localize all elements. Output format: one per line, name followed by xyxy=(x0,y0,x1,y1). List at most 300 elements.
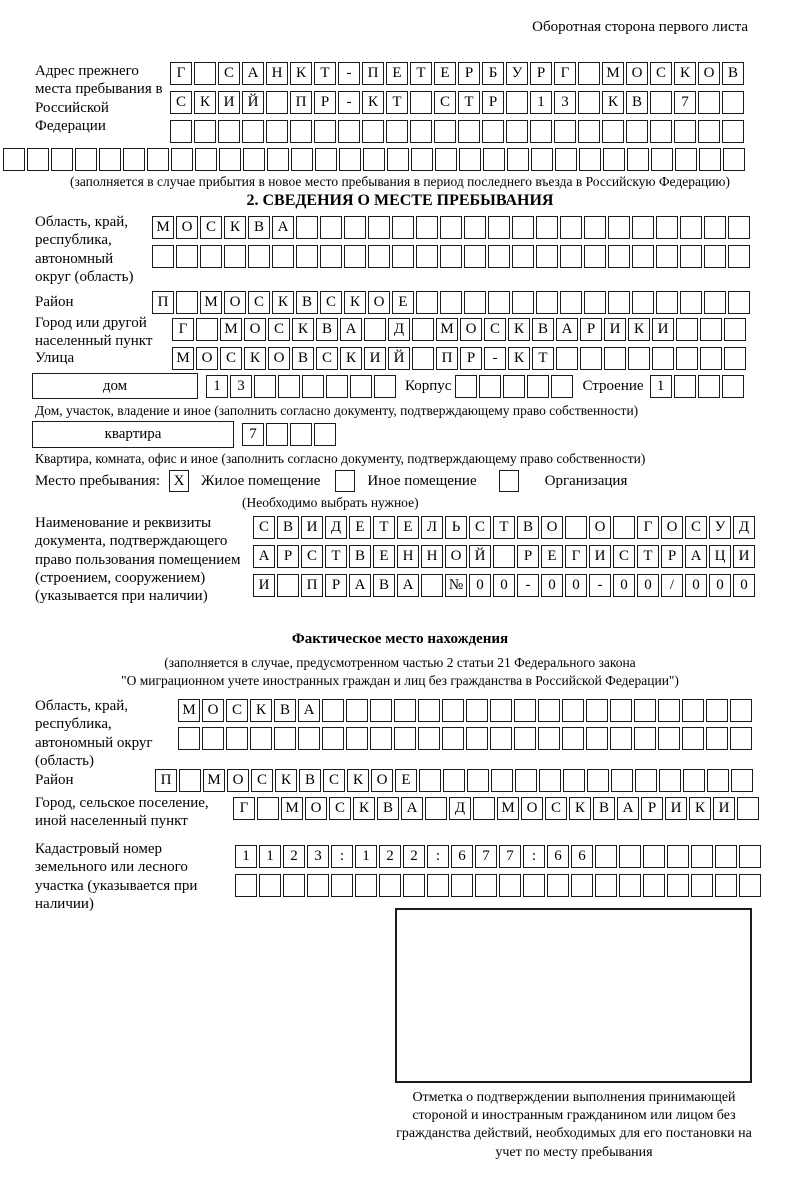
char-cell[interactable]: Д xyxy=(733,516,755,539)
region-row-1[interactable] xyxy=(152,216,750,239)
char-cell[interactable]: В xyxy=(248,216,270,239)
char-cell[interactable] xyxy=(467,769,489,792)
char-cell[interactable]: О xyxy=(368,291,390,314)
char-cell[interactable] xyxy=(610,727,632,750)
char-cell[interactable] xyxy=(706,727,728,750)
char-cell[interactable]: С xyxy=(251,769,273,792)
char-cell[interactable] xyxy=(706,699,728,722)
char-cell[interactable] xyxy=(490,727,512,750)
char-cell[interactable] xyxy=(226,727,248,750)
char-cell[interactable] xyxy=(586,727,608,750)
char-cell[interactable]: С xyxy=(200,216,222,239)
organization-checkbox[interactable] xyxy=(499,470,519,492)
char-cell[interactable] xyxy=(410,120,432,143)
char-cell[interactable] xyxy=(362,120,384,143)
char-cell[interactable]: / xyxy=(661,574,683,597)
char-cell[interactable] xyxy=(195,148,217,171)
char-cell[interactable]: Е xyxy=(386,62,408,85)
char-cell[interactable]: О xyxy=(626,62,648,85)
char-cell[interactable] xyxy=(563,769,585,792)
char-cell[interactable] xyxy=(243,148,265,171)
char-cell[interactable]: К xyxy=(224,216,246,239)
char-cell[interactable]: С xyxy=(469,516,491,539)
char-cell[interactable] xyxy=(322,727,344,750)
char-cell[interactable]: О xyxy=(589,516,611,539)
char-cell[interactable]: К xyxy=(250,699,272,722)
char-cell[interactable] xyxy=(634,699,656,722)
char-cell[interactable]: : xyxy=(331,845,353,868)
char-cell[interactable] xyxy=(659,769,681,792)
actual-city-row[interactable] xyxy=(233,797,759,820)
char-cell[interactable] xyxy=(394,699,416,722)
char-cell[interactable] xyxy=(602,120,624,143)
char-cell[interactable] xyxy=(656,245,678,268)
char-cell[interactable] xyxy=(370,727,392,750)
char-cell[interactable]: П xyxy=(301,574,323,597)
char-cell[interactable] xyxy=(147,148,169,171)
char-cell[interactable] xyxy=(680,216,702,239)
char-cell[interactable] xyxy=(584,291,606,314)
char-cell[interactable]: К xyxy=(602,91,624,114)
char-cell[interactable]: К xyxy=(340,347,362,370)
char-cell[interactable] xyxy=(667,845,689,868)
char-cell[interactable]: Р xyxy=(458,62,480,85)
char-cell[interactable]: Р xyxy=(530,62,552,85)
char-cell[interactable] xyxy=(737,797,759,820)
char-cell[interactable] xyxy=(412,318,434,341)
char-cell[interactable]: С xyxy=(316,347,338,370)
char-cell[interactable] xyxy=(580,347,602,370)
char-cell[interactable]: А xyxy=(349,574,371,597)
char-cell[interactable] xyxy=(379,874,401,897)
char-cell[interactable] xyxy=(723,148,745,171)
char-cell[interactable] xyxy=(530,120,552,143)
char-cell[interactable] xyxy=(586,699,608,722)
char-cell[interactable] xyxy=(267,148,289,171)
actual-district-row[interactable] xyxy=(155,769,753,792)
char-cell[interactable]: Р xyxy=(482,91,504,114)
char-cell[interactable] xyxy=(416,291,438,314)
char-cell[interactable]: В xyxy=(349,545,371,568)
char-cell[interactable] xyxy=(254,375,276,398)
char-cell[interactable] xyxy=(346,699,368,722)
char-cell[interactable]: Н xyxy=(266,62,288,85)
char-cell[interactable]: И xyxy=(253,574,275,597)
char-cell[interactable] xyxy=(595,845,617,868)
char-cell[interactable] xyxy=(667,874,689,897)
cadastral-row-2[interactable] xyxy=(235,874,761,897)
residential-checkbox[interactable]: X xyxy=(169,470,189,492)
char-cell[interactable]: С xyxy=(253,516,275,539)
char-cell[interactable]: 7 xyxy=(242,423,264,446)
char-cell[interactable]: О xyxy=(196,347,218,370)
char-cell[interactable]: Т xyxy=(410,62,432,85)
char-cell[interactable]: С xyxy=(613,545,635,568)
char-cell[interactable] xyxy=(538,699,560,722)
char-cell[interactable]: М xyxy=(178,699,200,722)
char-cell[interactable] xyxy=(651,148,673,171)
char-cell[interactable] xyxy=(283,874,305,897)
document-row-3[interactable] xyxy=(253,574,755,597)
char-cell[interactable] xyxy=(578,120,600,143)
char-cell[interactable]: М xyxy=(436,318,458,341)
char-cell[interactable] xyxy=(722,91,744,114)
char-cell[interactable] xyxy=(315,148,337,171)
char-cell[interactable] xyxy=(123,148,145,171)
char-cell[interactable] xyxy=(676,318,698,341)
char-cell[interactable]: Г xyxy=(172,318,194,341)
char-cell[interactable] xyxy=(451,874,473,897)
char-cell[interactable]: : xyxy=(523,845,545,868)
char-cell[interactable] xyxy=(507,148,529,171)
char-cell[interactable]: В xyxy=(593,797,615,820)
char-cell[interactable]: - xyxy=(338,91,360,114)
char-cell[interactable] xyxy=(704,291,726,314)
char-cell[interactable] xyxy=(584,245,606,268)
char-cell[interactable]: К xyxy=(347,769,369,792)
char-cell[interactable] xyxy=(632,216,654,239)
char-cell[interactable] xyxy=(538,727,560,750)
char-cell[interactable] xyxy=(99,148,121,171)
char-cell[interactable]: А xyxy=(685,545,707,568)
district-row[interactable] xyxy=(152,291,750,314)
char-cell[interactable]: С xyxy=(226,699,248,722)
char-cell[interactable] xyxy=(257,797,279,820)
char-cell[interactable] xyxy=(339,148,361,171)
korpus-cells[interactable] xyxy=(455,375,573,398)
char-cell[interactable]: М xyxy=(172,347,194,370)
char-cell[interactable] xyxy=(560,245,582,268)
char-cell[interactable]: Й xyxy=(469,545,491,568)
char-cell[interactable]: Е xyxy=(434,62,456,85)
char-cell[interactable]: О xyxy=(244,318,266,341)
char-cell[interactable] xyxy=(730,727,752,750)
char-cell[interactable]: Г xyxy=(554,62,576,85)
char-cell[interactable]: : xyxy=(427,845,449,868)
char-cell[interactable]: В xyxy=(277,516,299,539)
char-cell[interactable]: П xyxy=(362,62,384,85)
char-cell[interactable] xyxy=(200,245,222,268)
char-cell[interactable] xyxy=(320,216,342,239)
char-cell[interactable] xyxy=(196,318,218,341)
char-cell[interactable]: Т xyxy=(493,516,515,539)
char-cell[interactable] xyxy=(658,727,680,750)
char-cell[interactable]: Д xyxy=(325,516,347,539)
char-cell[interactable]: 0 xyxy=(613,574,635,597)
char-cell[interactable] xyxy=(536,216,558,239)
char-cell[interactable] xyxy=(416,216,438,239)
char-cell[interactable]: И xyxy=(652,318,674,341)
char-cell[interactable]: 2 xyxy=(403,845,425,868)
char-cell[interactable] xyxy=(410,91,432,114)
char-cell[interactable]: Р xyxy=(580,318,602,341)
char-cell[interactable] xyxy=(179,769,201,792)
char-cell[interactable] xyxy=(235,874,257,897)
char-cell[interactable]: С xyxy=(650,62,672,85)
char-cell[interactable] xyxy=(248,245,270,268)
char-cell[interactable] xyxy=(374,375,396,398)
char-cell[interactable] xyxy=(722,375,744,398)
char-cell[interactable] xyxy=(610,699,632,722)
char-cell[interactable] xyxy=(515,769,537,792)
char-cell[interactable] xyxy=(514,727,536,750)
char-cell[interactable] xyxy=(3,148,25,171)
char-cell[interactable] xyxy=(440,291,462,314)
cadastral-row-1[interactable] xyxy=(235,845,761,868)
char-cell[interactable] xyxy=(440,216,462,239)
char-cell[interactable] xyxy=(682,699,704,722)
char-cell[interactable] xyxy=(434,120,456,143)
prev-address-row-1[interactable] xyxy=(170,62,744,85)
char-cell[interactable]: У xyxy=(709,516,731,539)
char-cell[interactable]: Р xyxy=(314,91,336,114)
char-cell[interactable]: В xyxy=(377,797,399,820)
char-cell[interactable] xyxy=(587,769,609,792)
char-cell[interactable] xyxy=(266,120,288,143)
char-cell[interactable] xyxy=(363,148,385,171)
char-cell[interactable]: Т xyxy=(458,91,480,114)
char-cell[interactable]: 0 xyxy=(637,574,659,597)
char-cell[interactable]: О xyxy=(268,347,290,370)
char-cell[interactable] xyxy=(218,120,240,143)
apartment-cells[interactable] xyxy=(242,423,336,446)
char-cell[interactable]: С xyxy=(434,91,456,114)
char-cell[interactable]: 3 xyxy=(554,91,576,114)
char-cell[interactable]: А xyxy=(298,699,320,722)
char-cell[interactable] xyxy=(608,245,630,268)
char-cell[interactable]: О xyxy=(460,318,482,341)
char-cell[interactable]: М xyxy=(281,797,303,820)
char-cell[interactable]: И xyxy=(713,797,735,820)
char-cell[interactable] xyxy=(368,245,390,268)
char-cell[interactable]: Д xyxy=(449,797,471,820)
char-cell[interactable]: О xyxy=(176,216,198,239)
char-cell[interactable]: С xyxy=(320,291,342,314)
char-cell[interactable] xyxy=(75,148,97,171)
char-cell[interactable] xyxy=(628,347,650,370)
actual-region-row-2[interactable] xyxy=(178,727,752,750)
char-cell[interactable] xyxy=(274,727,296,750)
char-cell[interactable]: Е xyxy=(392,291,414,314)
char-cell[interactable] xyxy=(698,120,720,143)
char-cell[interactable]: 1 xyxy=(530,91,552,114)
char-cell[interactable] xyxy=(364,318,386,341)
char-cell[interactable]: М xyxy=(602,62,624,85)
char-cell[interactable] xyxy=(302,375,324,398)
char-cell[interactable]: Г xyxy=(233,797,255,820)
char-cell[interactable] xyxy=(421,574,443,597)
char-cell[interactable]: М xyxy=(200,291,222,314)
char-cell[interactable]: - xyxy=(484,347,506,370)
char-cell[interactable]: И xyxy=(733,545,755,568)
char-cell[interactable] xyxy=(512,245,534,268)
char-cell[interactable]: В xyxy=(517,516,539,539)
char-cell[interactable]: Е xyxy=(373,545,395,568)
char-cell[interactable] xyxy=(219,148,241,171)
char-cell[interactable]: В xyxy=(292,347,314,370)
char-cell[interactable] xyxy=(194,120,216,143)
char-cell[interactable] xyxy=(656,291,678,314)
char-cell[interactable] xyxy=(619,874,641,897)
char-cell[interactable] xyxy=(728,245,750,268)
prev-address-row-4[interactable] xyxy=(3,148,745,171)
char-cell[interactable] xyxy=(632,245,654,268)
char-cell[interactable] xyxy=(490,699,512,722)
char-cell[interactable]: 6 xyxy=(451,845,473,868)
house-number-cells[interactable] xyxy=(206,375,396,398)
char-cell[interactable] xyxy=(459,148,481,171)
char-cell[interactable]: А xyxy=(556,318,578,341)
char-cell[interactable] xyxy=(739,845,761,868)
char-cell[interactable] xyxy=(560,291,582,314)
char-cell[interactable]: С xyxy=(484,318,506,341)
char-cell[interactable]: Р xyxy=(661,545,683,568)
char-cell[interactable] xyxy=(370,699,392,722)
char-cell[interactable]: И xyxy=(604,318,626,341)
char-cell[interactable] xyxy=(700,318,722,341)
char-cell[interactable]: В xyxy=(373,574,395,597)
char-cell[interactable]: В xyxy=(316,318,338,341)
char-cell[interactable] xyxy=(704,245,726,268)
char-cell[interactable]: 0 xyxy=(685,574,707,597)
char-cell[interactable]: А xyxy=(617,797,639,820)
char-cell[interactable]: - xyxy=(589,574,611,597)
char-cell[interactable]: Ь xyxy=(445,516,467,539)
char-cell[interactable] xyxy=(475,874,497,897)
char-cell[interactable] xyxy=(674,120,696,143)
char-cell[interactable]: 0 xyxy=(493,574,515,597)
char-cell[interactable] xyxy=(171,148,193,171)
char-cell[interactable] xyxy=(338,120,360,143)
char-cell[interactable] xyxy=(608,291,630,314)
char-cell[interactable] xyxy=(698,91,720,114)
char-cell[interactable]: К xyxy=(569,797,591,820)
char-cell[interactable]: О xyxy=(202,699,224,722)
char-cell[interactable]: 1 xyxy=(650,375,672,398)
char-cell[interactable] xyxy=(656,216,678,239)
char-cell[interactable] xyxy=(562,699,584,722)
street-row[interactable] xyxy=(172,347,746,370)
char-cell[interactable] xyxy=(278,375,300,398)
char-cell[interactable] xyxy=(266,423,288,446)
char-cell[interactable]: И xyxy=(364,347,386,370)
char-cell[interactable]: А xyxy=(272,216,294,239)
char-cell[interactable] xyxy=(626,120,648,143)
char-cell[interactable] xyxy=(611,769,633,792)
char-cell[interactable] xyxy=(728,291,750,314)
char-cell[interactable]: К xyxy=(194,91,216,114)
city-row[interactable] xyxy=(172,318,746,341)
char-cell[interactable] xyxy=(560,216,582,239)
char-cell[interactable] xyxy=(512,291,534,314)
char-cell[interactable] xyxy=(344,245,366,268)
char-cell[interactable] xyxy=(464,291,486,314)
char-cell[interactable]: Т xyxy=(386,91,408,114)
char-cell[interactable]: Р xyxy=(325,574,347,597)
char-cell[interactable] xyxy=(464,216,486,239)
char-cell[interactable]: 2 xyxy=(283,845,305,868)
char-cell[interactable]: 0 xyxy=(733,574,755,597)
char-cell[interactable]: 0 xyxy=(565,574,587,597)
char-cell[interactable]: К xyxy=(272,291,294,314)
char-cell[interactable] xyxy=(412,347,434,370)
char-cell[interactable]: М xyxy=(220,318,242,341)
char-cell[interactable]: Г xyxy=(565,545,587,568)
char-cell[interactable]: В xyxy=(532,318,554,341)
char-cell[interactable] xyxy=(491,769,513,792)
char-cell[interactable]: П xyxy=(155,769,177,792)
char-cell[interactable] xyxy=(307,874,329,897)
char-cell[interactable]: Т xyxy=(532,347,554,370)
char-cell[interactable] xyxy=(579,148,601,171)
char-cell[interactable]: О xyxy=(227,769,249,792)
char-cell[interactable] xyxy=(298,727,320,750)
char-cell[interactable] xyxy=(178,727,200,750)
char-cell[interactable] xyxy=(387,148,409,171)
char-cell[interactable] xyxy=(604,347,626,370)
char-cell[interactable]: И xyxy=(301,516,323,539)
char-cell[interactable] xyxy=(418,699,440,722)
char-cell[interactable]: А xyxy=(253,545,275,568)
char-cell[interactable] xyxy=(555,148,577,171)
char-cell[interactable] xyxy=(320,245,342,268)
char-cell[interactable] xyxy=(635,769,657,792)
char-cell[interactable]: Р xyxy=(460,347,482,370)
char-cell[interactable] xyxy=(652,347,674,370)
char-cell[interactable] xyxy=(442,727,464,750)
char-cell[interactable] xyxy=(722,120,744,143)
char-cell[interactable] xyxy=(464,245,486,268)
char-cell[interactable]: С xyxy=(248,291,270,314)
char-cell[interactable] xyxy=(700,347,722,370)
char-cell[interactable]: А xyxy=(401,797,423,820)
char-cell[interactable] xyxy=(643,845,665,868)
char-cell[interactable] xyxy=(296,216,318,239)
char-cell[interactable]: Т xyxy=(314,62,336,85)
char-cell[interactable]: Н xyxy=(397,545,419,568)
char-cell[interactable]: Н xyxy=(421,545,443,568)
char-cell[interactable]: В xyxy=(274,699,296,722)
char-cell[interactable] xyxy=(350,375,372,398)
char-cell[interactable]: Е xyxy=(349,516,371,539)
char-cell[interactable]: Е xyxy=(541,545,563,568)
char-cell[interactable]: Г xyxy=(170,62,192,85)
char-cell[interactable] xyxy=(613,516,635,539)
char-cell[interactable] xyxy=(411,148,433,171)
char-cell[interactable]: Т xyxy=(637,545,659,568)
char-cell[interactable] xyxy=(658,699,680,722)
char-cell[interactable]: А xyxy=(242,62,264,85)
char-cell[interactable]: 6 xyxy=(571,845,593,868)
char-cell[interactable] xyxy=(699,148,721,171)
char-cell[interactable]: - xyxy=(338,62,360,85)
char-cell[interactable]: А xyxy=(397,574,419,597)
char-cell[interactable] xyxy=(536,291,558,314)
char-cell[interactable]: С xyxy=(545,797,567,820)
char-cell[interactable] xyxy=(290,120,312,143)
char-cell[interactable] xyxy=(674,375,696,398)
char-cell[interactable]: П xyxy=(290,91,312,114)
char-cell[interactable]: 1 xyxy=(355,845,377,868)
char-cell[interactable] xyxy=(683,769,705,792)
char-cell[interactable] xyxy=(224,245,246,268)
char-cell[interactable]: 7 xyxy=(499,845,521,868)
char-cell[interactable] xyxy=(331,874,353,897)
char-cell[interactable]: Т xyxy=(325,545,347,568)
char-cell[interactable] xyxy=(565,516,587,539)
char-cell[interactable]: О xyxy=(521,797,543,820)
char-cell[interactable] xyxy=(425,797,447,820)
